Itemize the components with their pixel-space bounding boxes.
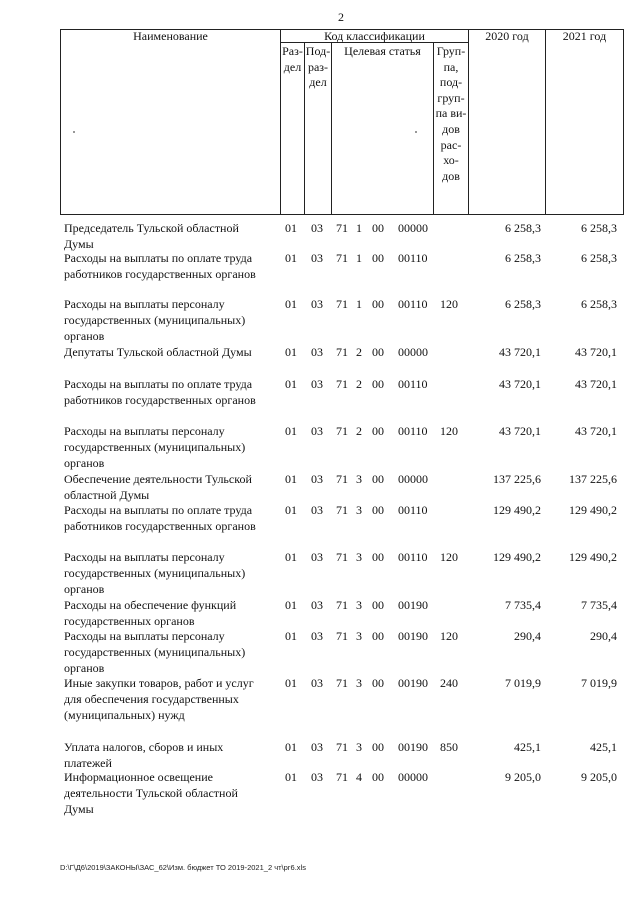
scan-speck (415, 131, 417, 133)
row-name-line: Депутаты Тульской областной Думы (64, 345, 252, 359)
target-main-event-code: 00 (372, 251, 384, 265)
row-name-line: Уплата налогов, сборов и иных (64, 740, 224, 754)
podrazdel-code: 03 (311, 297, 323, 311)
expense-group-code: 120 (440, 550, 458, 564)
razdel-code: 01 (285, 550, 297, 564)
row-name-line: для обеспечения государственных (64, 692, 239, 706)
row-name-line: работников государственных органов (64, 267, 256, 281)
razdel-code: 01 (285, 770, 297, 784)
target-program-code: 71 (336, 221, 348, 235)
target-subprogram-code: 3 (356, 503, 362, 517)
file-path-footer: D:\Г\Д6\2019\ЗАКОНЫ\ЗАС_62\Изм. бюджет ТО 2019-2021_2 чт\рг6.xls (60, 863, 306, 872)
target-main-event-code: 00 (372, 770, 384, 784)
row-name-line: работников государственных органов (64, 393, 256, 407)
target-program-code: 71 (336, 345, 348, 359)
header-year-2020: 2020 год (485, 29, 529, 43)
row-name-line: деятельности Тульской областной (64, 786, 238, 800)
row-name-line: государственных органов (64, 614, 195, 628)
target-direction-code: 00000 (398, 770, 428, 784)
podrazdel-code: 03 (311, 629, 323, 643)
value-2021: 43 720,1 (575, 424, 617, 438)
target-program-code: 71 (336, 251, 348, 265)
row-name-line: Расходы на выплаты персоналу (64, 297, 225, 311)
target-direction-code: 00190 (398, 676, 428, 690)
expense-group-code: 120 (440, 424, 458, 438)
row-name-line: Обеспечение деятельности Тульской (64, 472, 252, 486)
row-name (64, 597, 274, 629)
target-direction-code: 00110 (398, 251, 428, 265)
scan-speck (73, 131, 75, 133)
podrazdel-code: 03 (311, 503, 323, 517)
row-name (64, 502, 274, 534)
target-main-event-code: 00 (372, 297, 384, 311)
podrazdel-code: 03 (311, 472, 323, 486)
row-name-line: Расходы на выплаты персоналу (64, 550, 225, 564)
row-name-line: Расходы на обеспечение функций (64, 598, 237, 612)
row-name-line: Информационное освещение (64, 770, 213, 784)
row-name-line: Иные закупки товаров, работ и услуг (64, 676, 254, 690)
row-name-line: Расходы на выплаты по оплате труда (64, 251, 253, 265)
value-2020: 425,1 (514, 740, 541, 754)
expense-group-code: 120 (440, 297, 458, 311)
target-subprogram-code: 2 (356, 424, 362, 438)
target-main-event-code: 00 (372, 472, 384, 486)
razdel-code: 01 (285, 251, 297, 265)
page-number: 2 (338, 10, 344, 24)
target-program-code: 71 (336, 629, 348, 643)
row-name-line: Расходы на выплаты персоналу (64, 424, 225, 438)
header-target-article: Целевая статья (344, 44, 421, 58)
target-subprogram-code: 2 (356, 377, 362, 391)
target-direction-code: 00190 (398, 629, 428, 643)
target-direction-code: 00190 (398, 740, 428, 754)
row-name (64, 739, 274, 771)
target-subprogram-code: 2 (356, 345, 362, 359)
row-name-line: Думы (64, 237, 94, 251)
target-program-code: 71 (336, 503, 348, 517)
row-name (64, 296, 274, 344)
row-name-line: (муниципальных) нужд (64, 708, 185, 722)
row-name (64, 250, 274, 282)
target-direction-code: 00110 (398, 550, 428, 564)
podrazdel-code: 03 (311, 345, 323, 359)
row-name-line: государственных (муниципальных) (64, 313, 246, 327)
razdel-code: 01 (285, 676, 297, 690)
value-2021: 6 258,3 (581, 297, 617, 311)
target-subprogram-code: 3 (356, 629, 362, 643)
target-direction-code: 00000 (398, 345, 428, 359)
value-2021: 425,1 (590, 740, 617, 754)
row-name (64, 675, 274, 723)
target-direction-code: 00000 (398, 472, 428, 486)
row-name (64, 769, 274, 817)
target-program-code: 71 (336, 676, 348, 690)
row-name-line: государственных (муниципальных) (64, 566, 246, 580)
expense-group-code: 850 (440, 740, 458, 754)
target-main-event-code: 00 (372, 740, 384, 754)
target-subprogram-code: 3 (356, 550, 362, 564)
value-2021: 290,4 (590, 629, 617, 643)
header-name: Наименование (133, 29, 208, 43)
row-name-line: государственных (муниципальных) (64, 645, 246, 659)
target-subprogram-code: 1 (356, 221, 362, 235)
value-2020: 137 225,6 (493, 472, 541, 486)
value-2020: 6 258,3 (505, 251, 541, 265)
value-2021: 43 720,1 (575, 377, 617, 391)
row-name-line: Расходы на выплаты по оплате труда (64, 503, 253, 517)
target-main-event-code: 00 (372, 676, 384, 690)
razdel-code: 01 (285, 345, 297, 359)
target-direction-code: 00110 (398, 377, 428, 391)
value-2021: 6 258,3 (581, 251, 617, 265)
target-program-code: 71 (336, 740, 348, 754)
target-program-code: 71 (336, 598, 348, 612)
row-name-line: органов (64, 456, 105, 470)
row-name-line: органов (64, 329, 105, 343)
value-2020: 129 490,2 (493, 503, 541, 517)
row-name (64, 344, 274, 360)
target-main-event-code: 00 (372, 424, 384, 438)
target-direction-code: 00110 (398, 424, 428, 438)
podrazdel-code: 03 (311, 251, 323, 265)
target-subprogram-code: 3 (356, 472, 362, 486)
target-direction-code: 00190 (398, 598, 428, 612)
value-2020: 6 258,3 (505, 221, 541, 235)
value-2021: 6 258,3 (581, 221, 617, 235)
value-2021: 137 225,6 (569, 472, 617, 486)
target-subprogram-code: 1 (356, 297, 362, 311)
value-2021: 9 205,0 (581, 770, 617, 784)
value-2020: 43 720,1 (499, 345, 541, 359)
target-direction-code: 00000 (398, 221, 428, 235)
row-name-line: органов (64, 582, 105, 596)
expense-group-code: 120 (440, 629, 458, 643)
target-main-event-code: 00 (372, 598, 384, 612)
podrazdel-code: 03 (311, 676, 323, 690)
podrazdel-code: 03 (311, 598, 323, 612)
target-program-code: 71 (336, 770, 348, 784)
razdel-code: 01 (285, 740, 297, 754)
header-code: Код классификации (324, 29, 425, 43)
target-main-event-code: 00 (372, 503, 384, 517)
value-2020: 7 019,9 (505, 676, 541, 690)
razdel-code: 01 (285, 503, 297, 517)
target-main-event-code: 00 (372, 629, 384, 643)
target-direction-code: 00110 (398, 503, 428, 517)
target-direction-code: 00110 (398, 297, 428, 311)
row-name (64, 628, 274, 676)
row-name-line: областной Думы (64, 488, 150, 502)
target-subprogram-code: 1 (356, 251, 362, 265)
podrazdel-code: 03 (311, 740, 323, 754)
podrazdel-code: 03 (311, 424, 323, 438)
target-subprogram-code: 3 (356, 598, 362, 612)
value-2020: 6 258,3 (505, 297, 541, 311)
razdel-code: 01 (285, 472, 297, 486)
target-main-event-code: 00 (372, 221, 384, 235)
target-subprogram-code: 3 (356, 676, 362, 690)
row-name-line: работников государственных органов (64, 519, 256, 533)
target-program-code: 71 (336, 424, 348, 438)
target-program-code: 71 (336, 297, 348, 311)
value-2021: 43 720,1 (575, 345, 617, 359)
target-main-event-code: 00 (372, 345, 384, 359)
row-name (64, 423, 274, 471)
value-2020: 7 735,4 (505, 598, 541, 612)
row-name-line: органов (64, 661, 105, 675)
target-subprogram-code: 3 (356, 740, 362, 754)
expense-group-code: 240 (440, 676, 458, 690)
razdel-code: 01 (285, 598, 297, 612)
row-name-line: Председатель Тульской областной (64, 221, 239, 235)
row-name (64, 220, 274, 252)
value-2021: 7 735,4 (581, 598, 617, 612)
row-name-line: Думы (64, 802, 94, 816)
target-subprogram-code: 4 (356, 770, 362, 784)
razdel-code: 01 (285, 221, 297, 235)
podrazdel-code: 03 (311, 550, 323, 564)
header-group: Груп- па, под- груп- па ви- дов рас- хо- дов (435, 44, 467, 183)
value-2020: 290,4 (514, 629, 541, 643)
value-2020: 9 205,0 (505, 770, 541, 784)
row-name-line: Расходы на выплаты по оплате труда (64, 377, 253, 391)
target-main-event-code: 00 (372, 550, 384, 564)
podrazdel-code: 03 (311, 221, 323, 235)
value-2020: 129 490,2 (493, 550, 541, 564)
razdel-code: 01 (285, 629, 297, 643)
row-name-line: государственных (муниципальных) (64, 440, 246, 454)
header-podrazdel: Под- раз- дел (305, 44, 331, 90)
row-name (64, 549, 274, 597)
target-program-code: 71 (336, 377, 348, 391)
razdel-code: 01 (285, 377, 297, 391)
razdel-code: 01 (285, 424, 297, 438)
value-2020: 43 720,1 (499, 377, 541, 391)
target-program-code: 71 (336, 472, 348, 486)
header-razdel: Раз- дел (282, 44, 303, 74)
podrazdel-code: 03 (311, 770, 323, 784)
header-year-2021: 2021 год (562, 29, 607, 43)
target-program-code: 71 (336, 550, 348, 564)
podrazdel-code: 03 (311, 377, 323, 391)
razdel-code: 01 (285, 297, 297, 311)
value-2021: 7 019,9 (581, 676, 617, 690)
target-main-event-code: 00 (372, 377, 384, 391)
row-name-line: платежей (64, 756, 112, 770)
value-2021: 129 490,2 (569, 503, 617, 517)
row-name (64, 376, 274, 408)
value-2021: 129 490,2 (569, 550, 617, 564)
value-2020: 43 720,1 (499, 424, 541, 438)
row-name (64, 471, 274, 503)
row-name-line: Расходы на выплаты персоналу (64, 629, 225, 643)
